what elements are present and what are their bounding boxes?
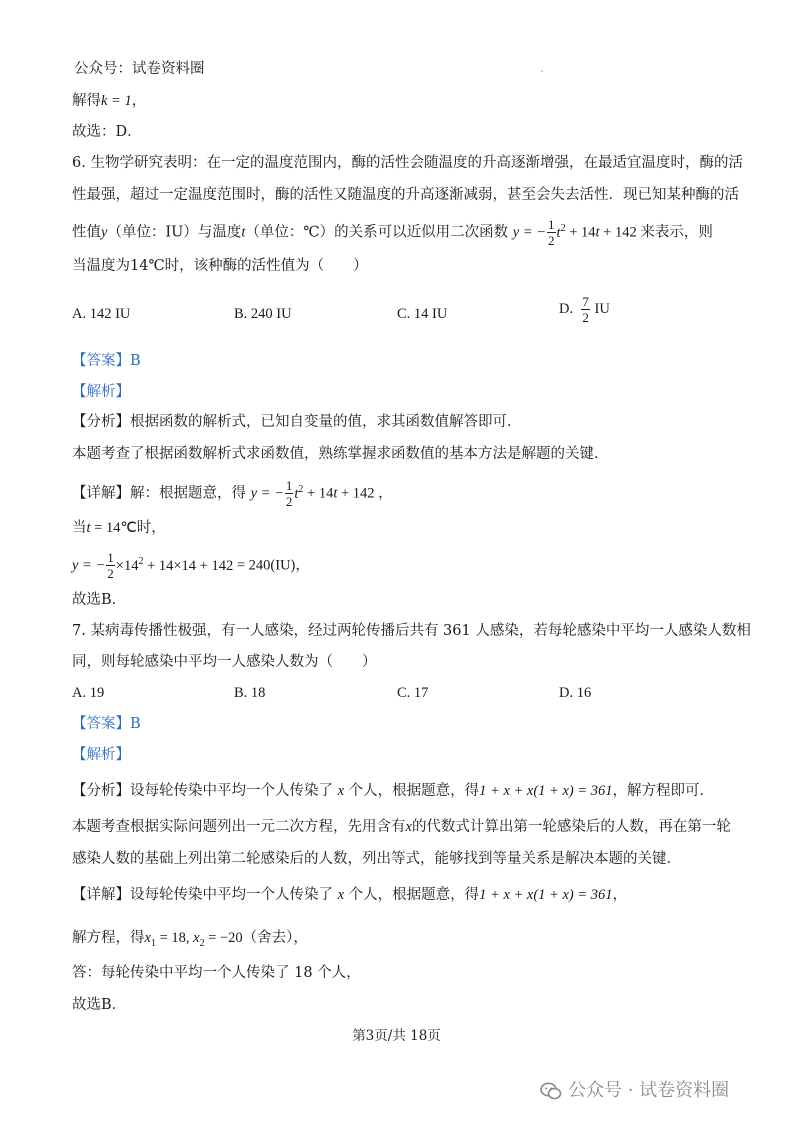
q6-option-a: A. 142 IU	[72, 306, 131, 322]
q6-analysis-label: 【解析】	[72, 384, 130, 400]
q6-fraction: $\frac{1}{2}$	[548, 217, 555, 248]
q7-detail: 【详解】设每轮传染中平均一个人传染了 x 个人，根据题意，得1 + x + x(1 + x) = 361，	[72, 887, 628, 903]
q6-choice: 故选B．	[72, 592, 127, 608]
q7-option-c: C. 17	[397, 685, 429, 701]
q6-line4: 当温度为14℃时，该种酶的活性值为（ ）	[72, 258, 368, 274]
q6-option-d: D. $\frac{7}{2}$ IU	[559, 294, 610, 325]
q7-choice: 故选B．	[72, 997, 127, 1013]
prev-choice: 故选：D．	[72, 124, 142, 140]
scan-speck	[541, 70, 543, 72]
q7-summary2: 感染人数的基础上列出第二轮感染后的人数，列出等式，能够找到等量关系是解决本题的关键．	[72, 851, 681, 867]
q7-reply: 答：每轮传染中平均一个人传染了 18 个人，	[72, 965, 361, 981]
q7-summary1: 本题考查根据实际问题列出一元二次方程，先用含有x的代数式计算出第一轮感染后的人数，再在第一轮	[72, 819, 731, 835]
page-footer: 第3页/共 18页	[352, 1028, 441, 1044]
wechat-icon	[540, 1082, 562, 1100]
q6-fenxi: 【分析】根据函数的解析式，已知自变量的值，求其函数值解答即可．	[72, 414, 522, 430]
q7-analysis-label: 【解析】	[72, 747, 130, 763]
q6-function: y = −	[512, 224, 547, 241]
q7-option-a: A. 19	[72, 685, 105, 701]
q6-option-b: B. 240 IU	[234, 306, 292, 322]
q7-option-d: D. 16	[559, 685, 592, 701]
q7-solve: 解方程，得$x_1 = 18$, $x_2 = -20$（舍去），	[72, 930, 308, 949]
q7-fenxi: 【分析】设每轮传染中平均一个人传染了 x 个人，根据题意，得1 + x + x(1 + x) = 361，解方程即可．	[72, 783, 715, 799]
q6-answer: 【答案】B	[72, 353, 141, 369]
q6-option-c: C. 14 IU	[397, 306, 448, 322]
q6-line2: 性最强，超过一定温度范围时，酶的活性又随温度的升高逐渐减弱，甚至会失去活性．现已知某种酶的活	[72, 187, 739, 203]
q6-line3: 性值y（单位：IU）与温度t（单位：℃）的关系可以近似用二次函数 y = − $\frac{1}{2}$ $t^2 + 14t + 142$ 来表示，则	[72, 217, 713, 248]
q6-summary: 本题考查了根据函数解析式求函数值，熟练掌握求函数值的基本方法是解题的关键．	[72, 446, 609, 462]
header-channel: 公众号：试卷资料圈	[74, 61, 205, 77]
watermark: 公众号 · 试卷资料圈	[540, 1076, 729, 1102]
prev-solve-line: 解得k = 1，	[72, 93, 147, 109]
q6-when: 当t = 14℃时，	[72, 520, 166, 536]
q6-line1: 6. 生物学研究表明：在一定的温度范围内，酶的活性会随温度的升高逐渐增强，在最适宜温度时，酶的活	[72, 155, 743, 171]
q7-line2: 同，则每轮感染中平均一人感染人数为（ ）	[72, 654, 377, 670]
q7-answer: 【答案】B	[72, 716, 141, 732]
prev-solve-expr: k = 1	[101, 93, 132, 109]
q6-detail: 【详解】解：根据题意，得 y = − $\frac{1}{2}$ $t^2 + 14t + 142$ ，	[72, 478, 393, 509]
q6-calc: y = − $\frac{1}{2}$ $\times 14^2 + 14\times 14 + 142 = 240(IU)$，	[72, 550, 310, 581]
q7-line1: 7. 某病毒传播性极强，有一人感染，经过两轮传播后共有 361 人感染，若每轮感染中平均一人感染人数相	[72, 623, 751, 639]
q7-option-b: B. 18	[234, 685, 266, 701]
